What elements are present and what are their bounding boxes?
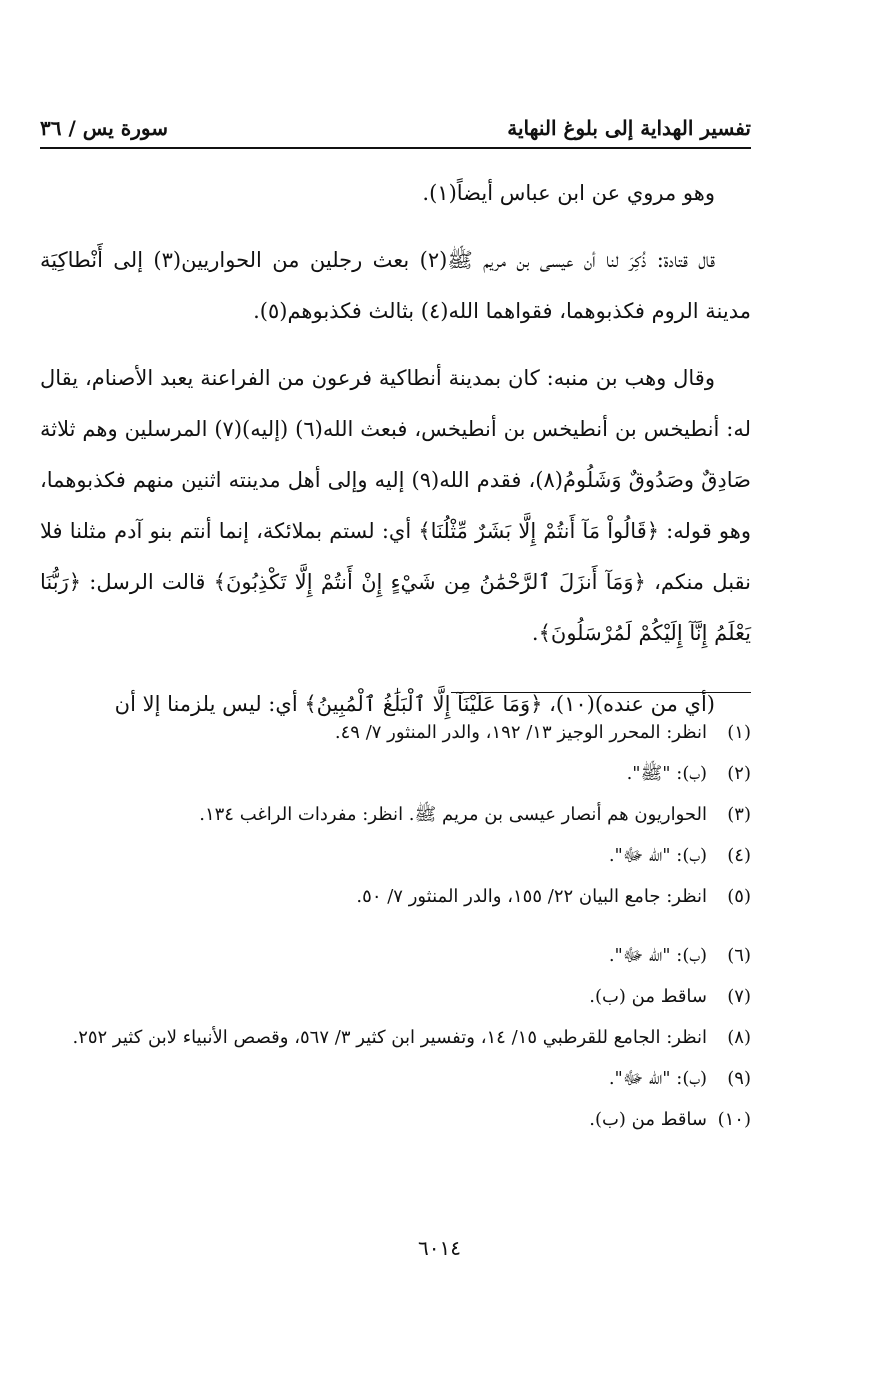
footnote-number: (٦)	[727, 945, 751, 966]
footnote-text: ساقط من (ب).	[589, 1109, 707, 1130]
footnote-number: (٣)	[727, 804, 751, 825]
header-rule	[40, 147, 751, 149]
book-title: تفسير الهداية إلى بلوغ النهاية	[507, 116, 751, 140]
footnote-text: انظر: المحرر الوجيز ١٣/ ١٩٢، والدر المنثور ٧/ ٤٩.	[334, 722, 707, 743]
paragraph: وهو مروي عن ابن عباس أيضاً(١).	[422, 181, 715, 205]
footnote-rule	[451, 692, 751, 693]
footnote-text: (ب): "الله ﷻ".	[608, 845, 707, 866]
footnote	[40, 794, 751, 835]
running-header	[40, 104, 751, 140]
footnote	[40, 712, 751, 753]
footnote-text: انظر: جامع البيان ٢٢/ ١٥٥، والدر المنثور ٧/ ٥٠.	[356, 886, 707, 907]
footnote	[40, 976, 751, 1017]
footnote-number: (٢)	[727, 763, 751, 784]
footnote-text: (ب): "الله ﷻ".	[608, 1068, 707, 1089]
footnote-number: (٧)	[727, 986, 751, 1007]
footnote-text: ساقط من (ب).	[589, 986, 707, 1007]
footnote-number: (٤)	[727, 845, 751, 866]
footnote	[40, 835, 751, 876]
footnote-number: (٨)	[727, 1027, 751, 1048]
footnote	[40, 753, 751, 794]
footnote-number: (٩)	[727, 1068, 751, 1089]
footnote-text: الحواريون هم أنصار عيسى بن مريم ﷺ. انظر: مفردات الراغب ١٣٤.	[199, 804, 707, 825]
footnote-number: (١٠)	[717, 1109, 751, 1130]
footnote-text: انظر: الجامع للقرطبي ١٥/ ١٤، وتفسير ابن كثير ٣/ ٥٦٧، وقصص الأنبياء لابن كثير ٢٥٢.	[72, 1027, 707, 1048]
footnote	[40, 876, 751, 917]
footnote	[40, 1017, 751, 1058]
footnote-number: (١)	[727, 722, 751, 743]
footnote	[40, 935, 751, 976]
footnote-number: (٥)	[727, 886, 751, 907]
main-text	[40, 168, 751, 750]
footnote-text: (ب): "ﷺ".	[626, 763, 707, 784]
footnote-gap	[40, 917, 751, 935]
paragraph: وقال وهب بن منبه: كان بمدينة أنطاكية فرعون من الفراعنة يعبد الأصنام، يقال له: أنطيخس بن أنطيخس بن أنطيخس، فبعث الله(٦) (إليه)(٧) المرسلين وهم ثلاثة صَادِقٌ وصَدُوقٌ وَشَلُومُ(٨)، فقدم الله(٩) إليه وإلى أهل مدينته اثنين منهم فكذبوهما، وهو قوله: ﴿قَالُواْ مَآ أَنتُمْ إِلَّا بَشَرٌ مِّثْلُنَا﴾ أي: لستم بملائكة، إنما أنتم بنو آدم مثلنا فلا نقبل منكم، ﴿وَمَآ أَنزَلَ ٱلرَّحْمَٰنُ مِن شَيْءٍ إِنْ أَنتُمْ إِلَّا تَكْذِبُونَ﴾ قالت الرسل: ﴿رَبُّنَا يَعْلَمُ إِنَّآ إِلَيْكُمْ لَمُرْسَلُونَ﴾.	[40, 366, 752, 645]
paragraph: (أي من عنده)(١٠)، ﴿وَمَا عَلَيْنَآ إِلَّا ٱلْبَلَٰغُ ٱلْمُبِينُ﴾ أي: ليس يلزمنا إلا أن	[114, 692, 715, 716]
footnotes	[40, 712, 751, 1140]
paragraph: قال قتادة: ذُكِرَ لنا أن عيسى بن مريم ﷺ(٢) بعث رجلين من الحواريين(٣) إلى أَنْطاكِيَة مدينة الروم فكذبوهما، فقواهما الله(٤) بثالث فكذبوهم(٥).	[40, 248, 751, 323]
page-number: ٦٠١٤	[418, 1236, 461, 1260]
footnote-text: (ب): "الله ﷻ".	[608, 945, 707, 966]
footnote	[40, 1058, 751, 1099]
footnote	[40, 1099, 751, 1140]
surah-title: سورة يس / ٣٦	[40, 116, 168, 140]
